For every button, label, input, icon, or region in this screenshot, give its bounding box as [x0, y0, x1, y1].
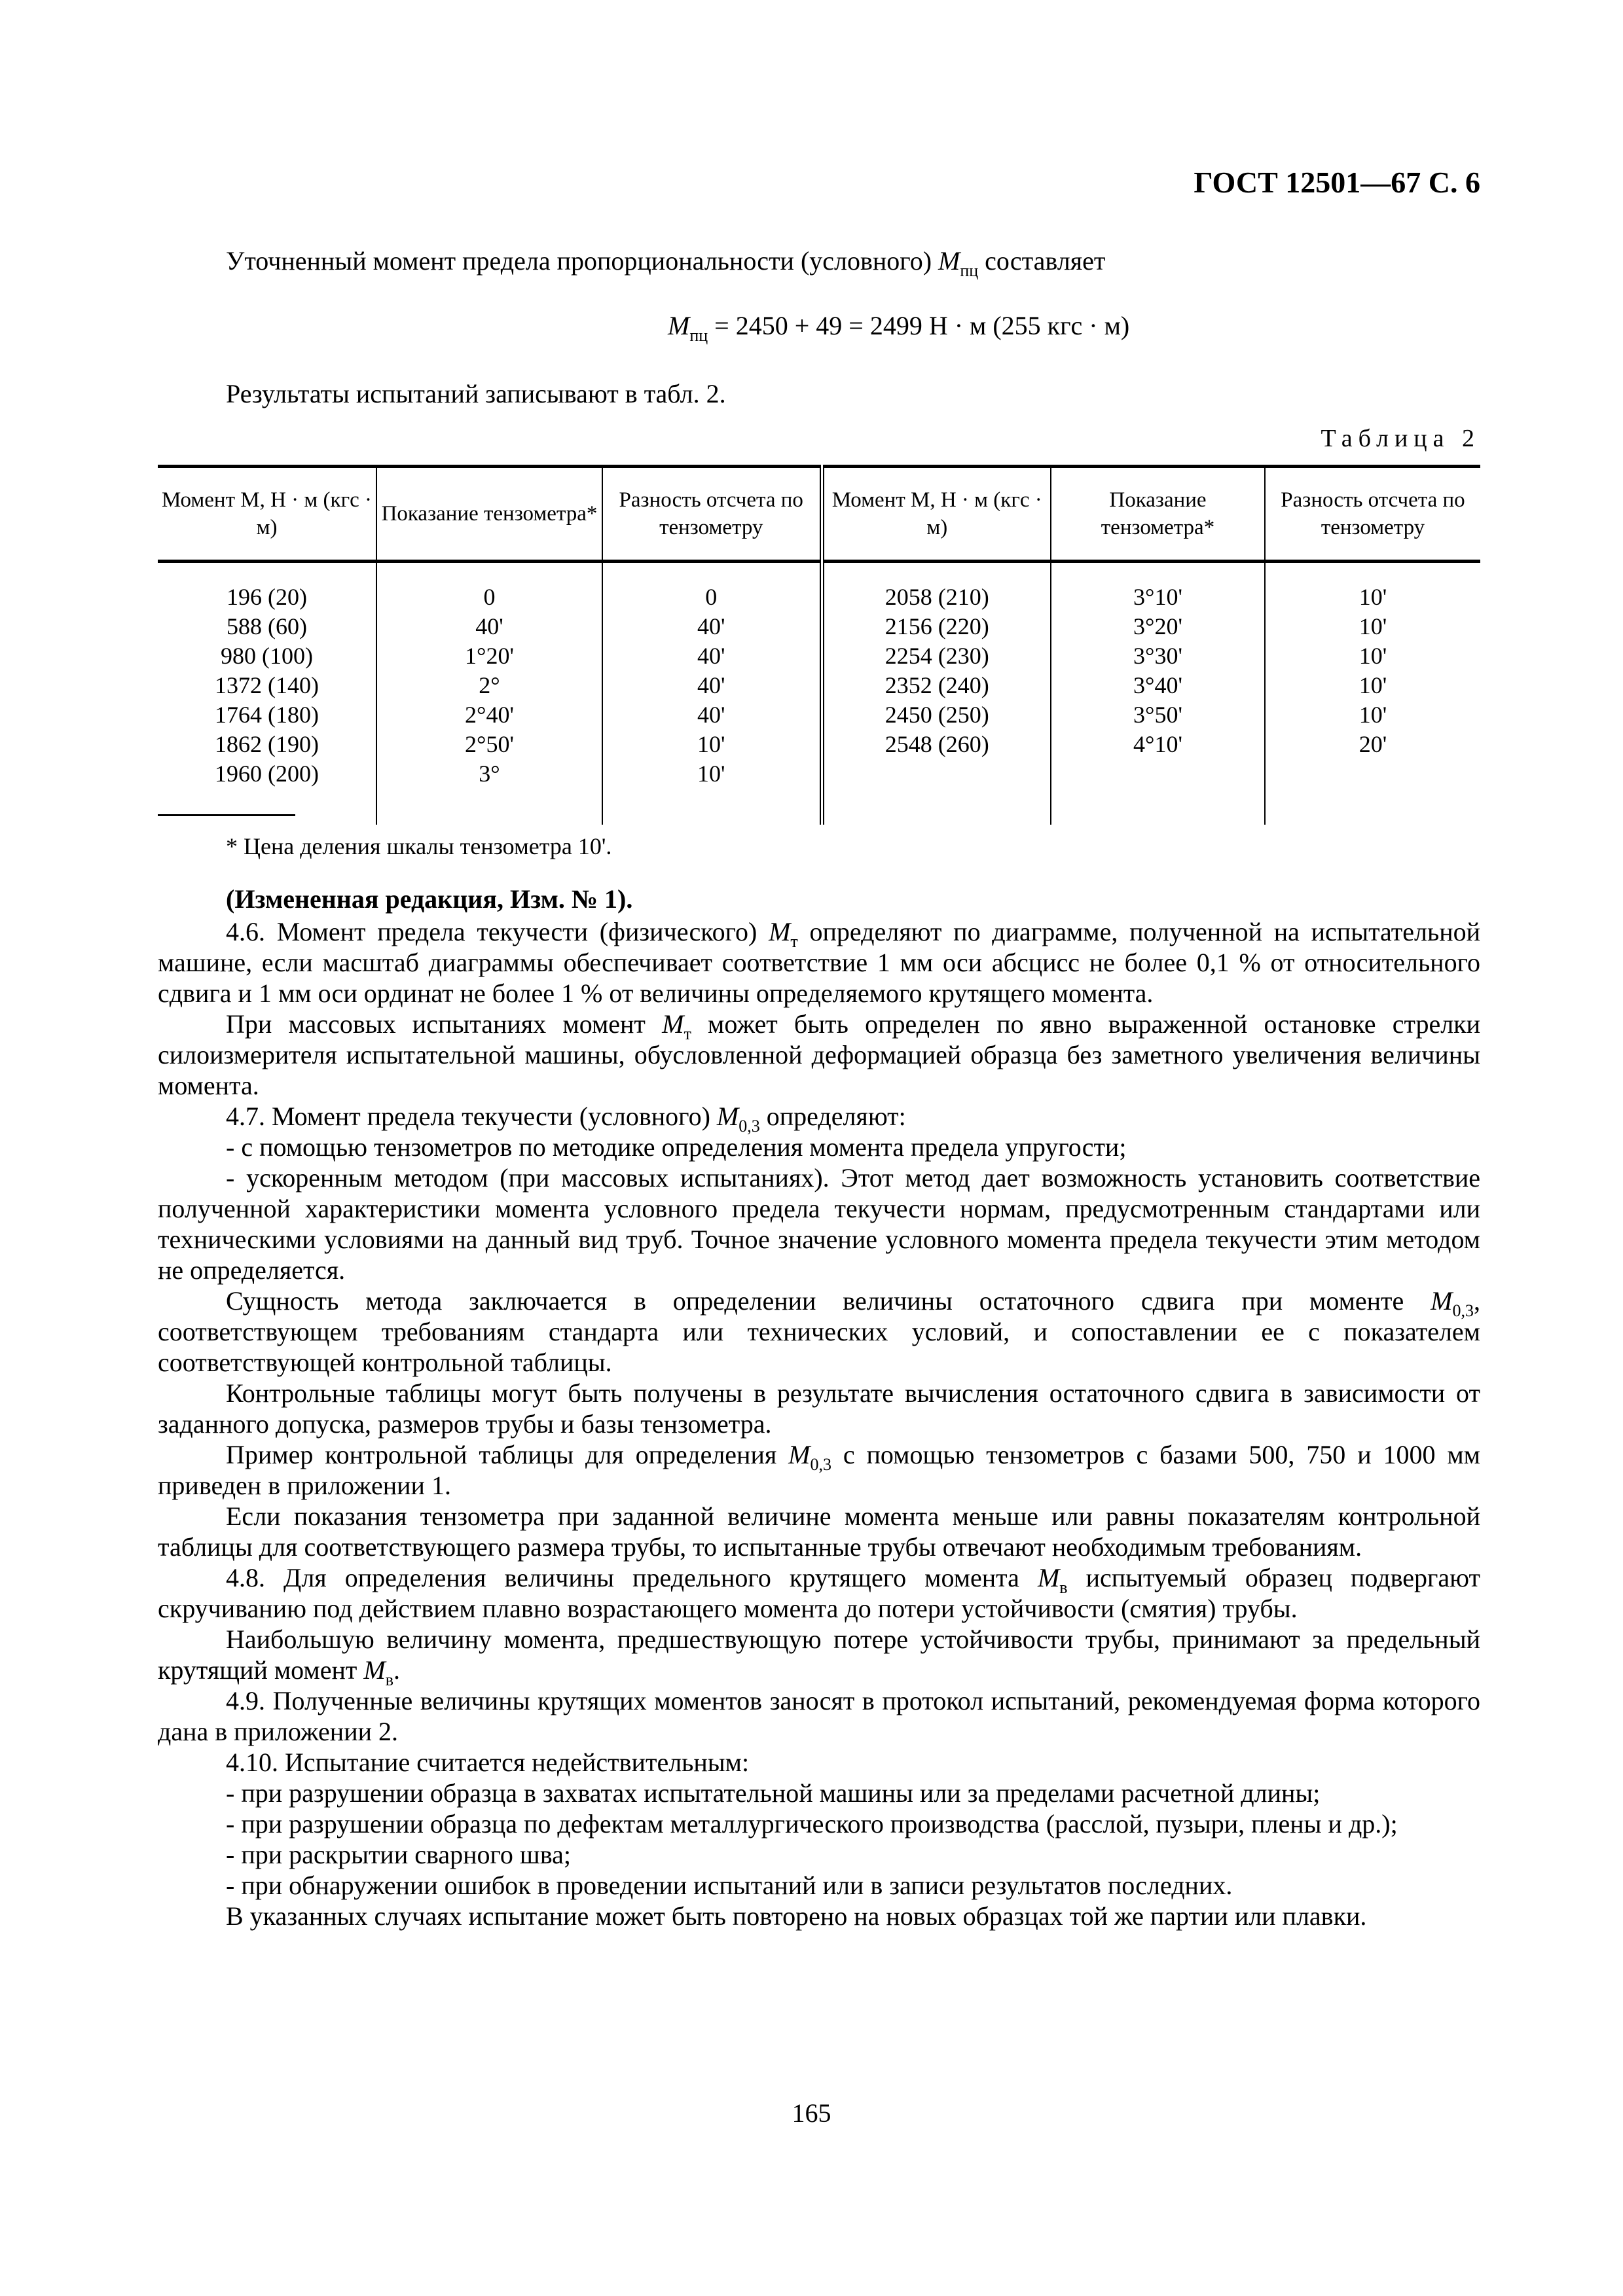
symbol-subscript: т: [790, 932, 798, 951]
paragraph-text: испытуемый образец подвергают скручиванию под действием плавно возрастающего момента до потери устойчивости (смятия) трубы.: [158, 1563, 1480, 1623]
paragraph: [158, 1808, 1480, 1839]
paragraph-text: Контрольные таблицы могут быть получены в результате вычисления остаточного сдвига в зависимости от заданного допуска, размеров трубы и базы тензометра.: [158, 1378, 1480, 1439]
table-cell: 1862 (190): [215, 731, 319, 757]
symbol-subscript: в: [1059, 1578, 1068, 1597]
paragraph-text: - при разрушении образца в захватах испытательной машины или за пределами расчетной длины;: [226, 1778, 1321, 1808]
table-cell: 2058 (210): [884, 584, 989, 610]
symbol-moment: M: [769, 917, 791, 946]
symbol-moment: M: [1037, 1563, 1060, 1592]
table-cell: 40': [697, 613, 725, 639]
table-cell: 2156 (220): [884, 613, 989, 639]
table-cell: 2450 (250): [884, 702, 989, 728]
table-cell: 40': [697, 702, 725, 728]
paragraph: [158, 1101, 1480, 1136]
table-cell: 1764 (180): [215, 702, 319, 728]
paragraph-text: - при обнаружении ошибок в проведении испытаний или в записи результатов последних.: [226, 1871, 1233, 1900]
column-header: Показание тензометра*: [376, 467, 602, 562]
results-table: [158, 465, 1480, 825]
table-cell: 3°30': [1133, 643, 1182, 669]
paragraph-text: - при раскрытии сварного шва;: [226, 1840, 571, 1869]
amendment-note: (Измененная редакция, Изм. № 1).: [226, 884, 633, 914]
formula: [668, 310, 1130, 345]
table-cell: 10': [697, 731, 725, 757]
table-cell: 40': [697, 643, 725, 669]
paragraph-text: - с помощью тензометров по методике определения момента предела упругости;: [226, 1132, 1127, 1162]
paragraph: [158, 1685, 1480, 1747]
table-cell: 10': [1359, 672, 1387, 698]
symbol-moment: M: [1431, 1286, 1453, 1316]
table-cell: 10': [1359, 702, 1387, 728]
table-cell: 3°10': [1133, 584, 1182, 610]
paragraph: [158, 1624, 1480, 1689]
table-column: [1265, 562, 1480, 825]
paragraph: [158, 1378, 1480, 1439]
table-column: [158, 562, 376, 825]
table-column: [822, 562, 1051, 825]
table-cell: 2352 (240): [884, 672, 989, 698]
document-header: ГОСТ 12501—67 С. 6: [1194, 166, 1480, 199]
paragraph: [158, 1285, 1480, 1378]
symbol-moment: M: [716, 1102, 739, 1131]
paragraph: [158, 1747, 1480, 1778]
table-cell: 2°50': [465, 731, 514, 757]
footnote: * Цена деления шкалы тензометра 10'.: [226, 833, 612, 859]
paragraph-text: - при разрушении образца по дефектам металлургического производства (расслой, пузыри, плены и др.);: [226, 1809, 1398, 1839]
symbol-subscript: пц: [689, 326, 708, 345]
paragraph-text: Наибольшую величину момента, предшествующую потере устойчивости трубы, принимают за предельный крутящий момент: [158, 1624, 1480, 1685]
table-cell: 40': [697, 672, 725, 698]
paragraph-text: 4.9. Полученные величины крутящих моментов заносят в протокол испытаний, рекомендуемая форма которого дана в приложении 2.: [158, 1686, 1480, 1746]
results-text: Результаты испытаний записывают в табл. 2.: [226, 379, 726, 408]
paragraph: [158, 1839, 1480, 1870]
symbol-moment: M: [363, 1655, 386, 1685]
table-cell: 588 (60): [227, 613, 307, 639]
paragraph: [158, 916, 1480, 1009]
table-body: [158, 562, 1480, 825]
intro-text-part: Уточненный момент предела пропорциональности (условного): [226, 246, 939, 276]
table-column: [602, 562, 822, 825]
intro-text: [226, 245, 1106, 280]
symbol-subscript: т: [684, 1024, 691, 1043]
formula-expression: = 2450 + 49 = 2499 Н · м (255 кгс · м): [708, 311, 1130, 340]
body-text: [158, 916, 1480, 1931]
paragraph: [158, 1501, 1480, 1562]
table-cell: 3°40': [1133, 672, 1182, 698]
paragraph: [158, 1562, 1480, 1624]
paragraph: [158, 1439, 1480, 1501]
table-cell: 10': [1359, 613, 1387, 639]
table-cell: 40': [475, 613, 503, 639]
symbol-moment: M: [788, 1440, 811, 1469]
symbol-subscript: в: [385, 1670, 393, 1689]
table-cell: 10': [1359, 643, 1387, 669]
symbol-subscript: 0,3: [739, 1117, 760, 1136]
table-caption: Таблица 2: [1321, 425, 1480, 452]
table-cell: 10': [1359, 584, 1387, 610]
paragraph-text: 4.10. Испытание считается недействительным:: [226, 1748, 750, 1777]
paragraph-text: 4.7. Момент предела текучести (условного): [226, 1102, 717, 1131]
table-cell: 2254 (230): [884, 643, 989, 669]
table-cell: 2°40': [465, 702, 514, 728]
table-cell: 2548 (260): [884, 731, 989, 757]
table-cell: 0: [705, 584, 718, 610]
paragraph-text: Сущность метода заключается в определении величины остаточного сдвига при моменте: [226, 1286, 1431, 1316]
paragraph-text: При массовых испытаниях момент: [226, 1009, 663, 1039]
symbol-subscript: 0,3: [1452, 1301, 1474, 1320]
table-column: [1051, 562, 1265, 825]
paragraph: [158, 1778, 1480, 1808]
table-cell: 980 (100): [221, 643, 313, 669]
table-cell: 10': [697, 761, 725, 787]
symbol-subscript: пц: [960, 261, 979, 280]
paragraph-text: - ускоренным методом (при массовых испытаниях). Этот метод дает возможность установить соответствие полученной характеристики момента условного предела текучести нормам, предусмотренным стандартами или техническими условиями на данный вид труб. Точное значение условного момента предела текучести этим методом не определяется.: [158, 1163, 1480, 1285]
paragraph-text: Если показания тензометра при заданной величине момента меньше или равны показателям контрольной таблицы для соответствующего размера трубы, то испытанные трубы отвечают необходимым требованиям.: [158, 1501, 1480, 1562]
table-cell: 3°50': [1133, 702, 1182, 728]
column-header: Разность отсчета по тензометру: [1265, 467, 1480, 562]
paragraph-text: определяют по диаграмме, полученной на испытательной машине, если масштаб диаграммы обеспечивает соответствие 1 мм оси абсцисс не более 0,1 % от относительного сдвига и 1 мм оси ординат не более 1 % от величины определяемого крутящего момента.: [158, 917, 1481, 1008]
column-header: Момент M, Н · м (кгс · м): [822, 467, 1051, 562]
table-cell: 1°20': [465, 643, 514, 669]
table-cell: 20': [1359, 731, 1387, 757]
paragraph-text: Пример контрольной таблицы для определения: [226, 1440, 789, 1469]
paragraph: [158, 1901, 1480, 1931]
table-cell: 2°: [479, 672, 500, 698]
paragraph: [158, 1162, 1480, 1285]
footnote-divider: [158, 814, 295, 816]
paragraph-text: , соответствующем требованиям стандарта или технических условий, и сопоставлении ее с показателем соответствующей контрольной таблицы.: [158, 1286, 1480, 1377]
table-cell: 4°10': [1133, 731, 1182, 757]
paragraph: [158, 1009, 1480, 1101]
column-header: Показание тензометра*: [1051, 467, 1265, 562]
paragraph-text: В указанных случаях испытание может быть повторено на новых образцах той же партии или плавки.: [226, 1901, 1367, 1931]
symbol-moment: M: [938, 246, 960, 276]
table-header-row: [158, 467, 1480, 562]
intro-text-part: составляет: [978, 246, 1106, 276]
table-cell: 3°: [479, 761, 500, 787]
page-number: 165: [792, 2098, 831, 2128]
symbol-subscript: 0,3: [810, 1455, 831, 1474]
paragraph-text: определяют:: [759, 1102, 906, 1131]
table-column: [376, 562, 602, 825]
symbol-moment: M: [668, 311, 690, 340]
column-header: Момент M, Н · м (кгс · м): [158, 467, 376, 562]
paragraph-text: 4.6. Момент предела текучести (физического): [226, 917, 769, 946]
paragraph-text: 4.8. Для определения величины предельного крутящего момента: [226, 1563, 1038, 1592]
table-cell: 0: [483, 584, 496, 610]
symbol-moment: M: [662, 1009, 684, 1039]
paragraph-text: может быть определен по явно выраженной остановке стрелки силоизмерителя испытательной машины, обусловленной деформацией образца без заметного увеличения величины момента.: [158, 1009, 1480, 1100]
paragraph-text: с помощью тензометров с базами 500, 750 и 1000 мм приведен в приложении 1.: [158, 1440, 1480, 1500]
paragraph-text: .: [393, 1655, 400, 1685]
paragraph: [158, 1870, 1480, 1901]
table-cell: 3°20': [1133, 613, 1182, 639]
table-cell: 1960 (200): [215, 761, 319, 787]
table-cell: 1372 (140): [215, 672, 319, 698]
table-cell: 196 (20): [227, 584, 307, 610]
column-header: Разность отсчета по тензометру: [602, 467, 822, 562]
paragraph: [158, 1132, 1480, 1162]
